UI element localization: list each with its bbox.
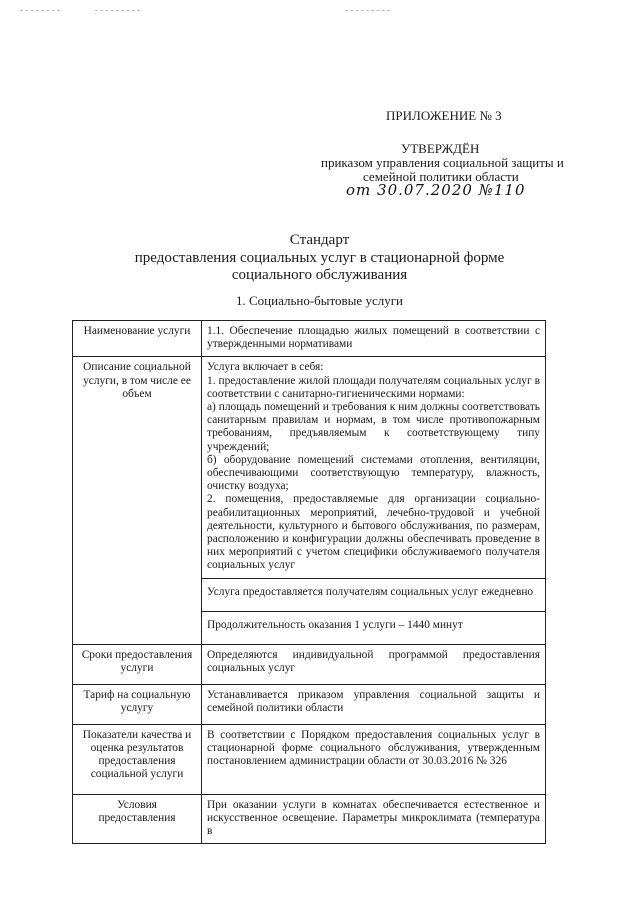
value-line: Услуга включает в себя: [207, 361, 324, 374]
order-line-2: семейной политики области [363, 169, 519, 184]
row-value: В соответствии с Порядком предоставления социальных услуг в стационарной форме социального обслуживания, утвержденным постановлением администрации области от 30.03.2016 № 326 [202, 724, 546, 794]
handwritten-date: от 30.07.2020 №110 [346, 181, 526, 199]
row-label: Тариф на социальную услугу [73, 684, 202, 724]
document-title-line3: социального обслуживания [231, 267, 408, 283]
row-label: Сроки предоставления услуги [73, 644, 202, 684]
document-title-line2: предоставления социальных услуг в стационарной форме [134, 250, 505, 266]
row-label: Показатели качества и оценка результатов предоставления социальной услуги [73, 724, 202, 794]
section-title: 1. Социально-бытовые услуги [236, 293, 403, 308]
row-value: Услуга предоставляется получателям социальных услуг ежедневно [202, 578, 546, 611]
row-value: При оказании услуги в комнатах обеспечивается естественное и искусственное освещение. Параметры микроклимата (температура в [202, 794, 546, 844]
scan-artifact [95, 10, 140, 12]
table-row [73, 644, 546, 684]
value-line: б) оборудование помещений системами отопления, вентиляции, обеспечивающими соответствующую температуру, влажность, очистку воздуха; [207, 453, 540, 493]
order-line-1: приказом управления социальной защиты и [321, 155, 564, 170]
row-value: 1.1. Обеспечение площадью жилых помещений в соответствии с утвержденными нормативами [202, 321, 546, 357]
value-line: а) площадь помещений и требования к ним должны соответствовать санитарным правилам и нормам, в том числе противопожарным требованиям, предъявляемым к соответствующему типу учреждений; [207, 401, 540, 453]
row-value [202, 357, 546, 578]
value-line: 2. помещения, предоставляемые для организации социально-реабилитационных мероприятий, лечебно-трудовой и учебной деятельности, культурного и бытового обслуживания, по размерам, расположению и конфигурации должны обеспечивать проведение в них мероприятий с учетом специфики обслуживаемого получателя социальных услуг [207, 493, 540, 572]
approved-label: УТВЕРЖДЁН [401, 141, 480, 156]
value-line: 1. предоставление жилой площади получателям социальных услуг в соответствии с санитарно-гигиеническими нормами: [207, 374, 540, 400]
table-row [73, 724, 546, 794]
row-label: Описание социальной услуги, в том числе ее объем [73, 357, 202, 644]
document-title: Стандарт [289, 232, 350, 248]
appendix-label: ПРИЛОЖЕНИЕ № 3 [386, 108, 502, 123]
row-label: Наименование услуги [73, 321, 202, 357]
row-value: Продолжительность оказания 1 услуги – 1440 минут [202, 611, 546, 644]
table-row [73, 794, 546, 844]
table-row [73, 321, 546, 357]
standard-table [72, 320, 546, 844]
table-row [73, 684, 546, 724]
row-value: Устанавливается приказом управления социальной защиты и семейной политики области [202, 684, 546, 724]
scan-artifact [20, 10, 60, 12]
table-row [73, 357, 546, 578]
scan-artifact [345, 10, 390, 12]
row-value: Определяются индивидуальной программой предоставления социальных услуг [202, 644, 546, 684]
row-label: Условия предоставления [73, 794, 202, 844]
